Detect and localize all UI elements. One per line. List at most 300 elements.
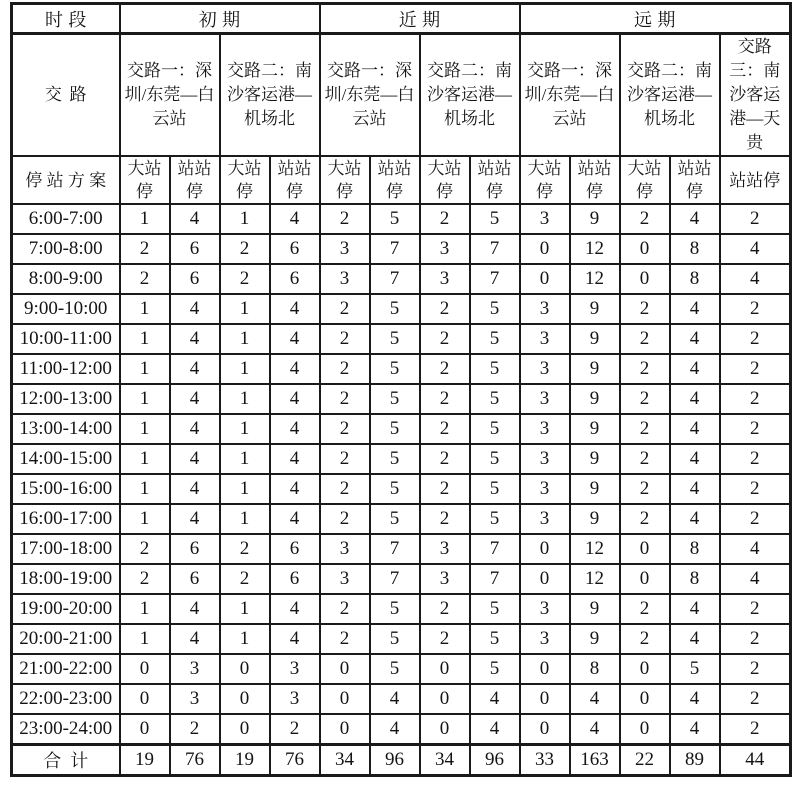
value-cell: 0: [320, 714, 370, 744]
value-cell: 9: [570, 504, 620, 534]
value-cell: 2: [420, 444, 470, 474]
stop-plan-header: 大站停: [420, 156, 470, 204]
value-cell: 4: [170, 474, 220, 504]
value-cell: 2: [320, 444, 370, 474]
value-cell: 1: [220, 414, 270, 444]
value-cell: 3: [520, 294, 570, 324]
table-row: [12, 564, 791, 594]
value-cell: 12: [570, 534, 620, 564]
table-row: [12, 624, 791, 654]
value-cell: 1: [220, 594, 270, 624]
value-cell: 2: [620, 414, 670, 444]
value-cell: 4: [670, 384, 720, 414]
value-cell: 3: [520, 204, 570, 234]
value-cell: 0: [120, 714, 170, 744]
stop-plan-header: 大站停: [620, 156, 670, 204]
value-cell: 9: [570, 294, 620, 324]
value-cell: 2: [620, 384, 670, 414]
value-cell: 1: [120, 414, 170, 444]
value-cell: 4: [670, 504, 720, 534]
value-cell: 4: [270, 414, 320, 444]
value-cell: 0: [520, 534, 570, 564]
value-cell: 5: [470, 204, 520, 234]
value-cell: 4: [170, 324, 220, 354]
time-cell: 19:00-20:00: [12, 594, 120, 624]
value-cell: 1: [220, 624, 270, 654]
value-cell: 9: [570, 624, 620, 654]
value-cell: 4: [270, 294, 320, 324]
value-cell: 4: [170, 594, 220, 624]
value-cell: 5: [670, 654, 720, 684]
value-cell: 2: [320, 624, 370, 654]
value-cell: 3: [320, 264, 370, 294]
total-value-cell: 19: [220, 744, 270, 775]
value-cell: 2: [720, 474, 791, 504]
value-cell: 7: [470, 234, 520, 264]
route-header-far-3: 交路三：南沙客运港—天贵: [720, 34, 791, 157]
stop-plan-header: 站站停: [670, 156, 720, 204]
value-cell: 2: [720, 444, 791, 474]
value-cell: 2: [720, 714, 791, 744]
value-cell: 5: [370, 324, 420, 354]
value-cell: 4: [570, 714, 620, 744]
value-cell: 0: [420, 684, 470, 714]
value-cell: 2: [320, 414, 370, 444]
value-cell: 2: [620, 474, 670, 504]
value-cell: 2: [420, 414, 470, 444]
value-cell: 4: [170, 414, 220, 444]
time-cell: 6:00-7:00: [12, 204, 120, 234]
stop-plan-header-row: [12, 156, 791, 204]
value-cell: 4: [270, 594, 320, 624]
value-cell: 8: [670, 564, 720, 594]
value-cell: 4: [670, 624, 720, 654]
table-row: [12, 414, 791, 444]
stop-plan-header: 站站停: [720, 156, 791, 204]
total-value-cell: 96: [470, 744, 520, 775]
value-cell: 12: [570, 264, 620, 294]
value-cell: 1: [220, 444, 270, 474]
table-row: [12, 234, 791, 264]
value-cell: 2: [420, 624, 470, 654]
header-stop-plan-label: 停站方案: [12, 156, 120, 204]
value-cell: 3: [270, 654, 320, 684]
time-cell: 14:00-15:00: [12, 444, 120, 474]
value-cell: 0: [520, 564, 570, 594]
header-route-label: 交路: [12, 34, 120, 157]
value-cell: 2: [320, 294, 370, 324]
value-cell: 5: [470, 624, 520, 654]
value-cell: 2: [420, 384, 470, 414]
value-cell: 0: [220, 684, 270, 714]
value-cell: 2: [320, 204, 370, 234]
value-cell: 2: [720, 414, 791, 444]
time-cell: 16:00-17:00: [12, 504, 120, 534]
value-cell: 5: [470, 414, 520, 444]
value-cell: 4: [170, 204, 220, 234]
total-value-cell: 76: [270, 744, 320, 775]
value-cell: 4: [720, 534, 791, 564]
value-cell: 4: [170, 504, 220, 534]
table-row: [12, 264, 791, 294]
value-cell: 2: [320, 474, 370, 504]
value-cell: 7: [370, 564, 420, 594]
value-cell: 3: [420, 564, 470, 594]
phase-header-initial: 初期: [120, 4, 320, 34]
value-cell: 2: [720, 624, 791, 654]
value-cell: 0: [520, 654, 570, 684]
value-cell: 4: [370, 714, 420, 744]
time-cell: 12:00-13:00: [12, 384, 120, 414]
value-cell: 2: [720, 384, 791, 414]
value-cell: 3: [420, 264, 470, 294]
value-cell: 4: [670, 414, 720, 444]
value-cell: 2: [220, 234, 270, 264]
value-cell: 4: [670, 354, 720, 384]
value-cell: 3: [520, 354, 570, 384]
value-cell: 1: [220, 354, 270, 384]
value-cell: 3: [520, 384, 570, 414]
value-cell: 3: [520, 624, 570, 654]
value-cell: 2: [620, 624, 670, 654]
value-cell: 2: [320, 354, 370, 384]
value-cell: 2: [420, 204, 470, 234]
value-cell: 2: [620, 354, 670, 384]
value-cell: 9: [570, 594, 620, 624]
time-cell: 7:00-8:00: [12, 234, 120, 264]
value-cell: 2: [420, 294, 470, 324]
value-cell: 4: [570, 684, 620, 714]
value-cell: 0: [220, 714, 270, 744]
value-cell: 1: [220, 324, 270, 354]
value-cell: 9: [570, 204, 620, 234]
value-cell: 0: [320, 684, 370, 714]
value-cell: 2: [420, 474, 470, 504]
time-cell: 13:00-14:00: [12, 414, 120, 444]
value-cell: 2: [220, 564, 270, 594]
value-cell: 9: [570, 354, 620, 384]
value-cell: 2: [120, 534, 170, 564]
value-cell: 5: [370, 624, 420, 654]
route-header-initial-1: 交路一：深圳/东莞—白云站: [120, 34, 220, 157]
time-cell: 18:00-19:00: [12, 564, 120, 594]
value-cell: 2: [420, 594, 470, 624]
value-cell: 1: [220, 384, 270, 414]
value-cell: 4: [670, 294, 720, 324]
value-cell: 4: [270, 474, 320, 504]
total-value-cell: 44: [720, 744, 791, 775]
value-cell: 2: [420, 324, 470, 354]
value-cell: 4: [170, 294, 220, 324]
value-cell: 5: [470, 504, 520, 534]
route-header-far-2: 交路二：南沙客运港—机场北: [620, 34, 720, 157]
value-cell: 0: [620, 234, 670, 264]
total-value-cell: 34: [320, 744, 370, 775]
route-header-near-1: 交路一：深圳/东莞—白云站: [320, 34, 420, 157]
stop-plan-header: 大站停: [520, 156, 570, 204]
value-cell: 5: [370, 474, 420, 504]
value-cell: 2: [120, 564, 170, 594]
value-cell: 3: [520, 444, 570, 474]
value-cell: 5: [370, 444, 420, 474]
value-cell: 4: [670, 204, 720, 234]
value-cell: 1: [120, 324, 170, 354]
value-cell: 12: [570, 234, 620, 264]
value-cell: 1: [120, 504, 170, 534]
value-cell: 2: [270, 714, 320, 744]
value-cell: 2: [320, 594, 370, 624]
value-cell: 1: [220, 294, 270, 324]
value-cell: 0: [420, 654, 470, 684]
value-cell: 7: [370, 264, 420, 294]
value-cell: 4: [670, 474, 720, 504]
table-row: [12, 204, 791, 234]
value-cell: 7: [470, 534, 520, 564]
value-cell: 2: [320, 384, 370, 414]
value-cell: 4: [170, 384, 220, 414]
value-cell: 8: [670, 534, 720, 564]
table-row: [12, 714, 791, 744]
value-cell: 5: [470, 654, 520, 684]
value-cell: 0: [620, 564, 670, 594]
value-cell: 0: [120, 684, 170, 714]
table-row: [12, 474, 791, 504]
value-cell: 5: [370, 384, 420, 414]
time-cell: 20:00-21:00: [12, 624, 120, 654]
total-value-cell: 89: [670, 744, 720, 775]
stop-plan-header: 站站停: [470, 156, 520, 204]
value-cell: 7: [470, 264, 520, 294]
table-row: [12, 324, 791, 354]
time-cell: 9:00-10:00: [12, 294, 120, 324]
value-cell: 4: [270, 324, 320, 354]
value-cell: 6: [270, 534, 320, 564]
value-cell: 4: [470, 714, 520, 744]
value-cell: 4: [720, 234, 791, 264]
value-cell: 1: [120, 474, 170, 504]
header-period-label: 时段: [12, 4, 120, 34]
time-cell: 17:00-18:00: [12, 534, 120, 564]
time-cell: 15:00-16:00: [12, 474, 120, 504]
value-cell: 6: [270, 264, 320, 294]
value-cell: 6: [170, 564, 220, 594]
stop-plan-header: 大站停: [220, 156, 270, 204]
value-cell: 0: [620, 714, 670, 744]
value-cell: 1: [120, 294, 170, 324]
time-cell: 23:00-24:00: [12, 714, 120, 744]
value-cell: 4: [270, 384, 320, 414]
value-cell: 1: [120, 384, 170, 414]
value-cell: 2: [720, 354, 791, 384]
value-cell: 7: [470, 564, 520, 594]
value-cell: 4: [270, 444, 320, 474]
value-cell: 2: [620, 294, 670, 324]
value-cell: 9: [570, 384, 620, 414]
value-cell: 1: [120, 444, 170, 474]
total-row: [12, 744, 791, 775]
time-cell: 21:00-22:00: [12, 654, 120, 684]
value-cell: 6: [270, 234, 320, 264]
value-cell: 4: [670, 684, 720, 714]
value-cell: 2: [720, 294, 791, 324]
table-row: [12, 594, 791, 624]
value-cell: 5: [370, 654, 420, 684]
total-value-cell: 22: [620, 744, 670, 775]
value-cell: 4: [670, 324, 720, 354]
value-cell: 2: [120, 264, 170, 294]
value-cell: 2: [620, 324, 670, 354]
value-cell: 8: [570, 654, 620, 684]
value-cell: 2: [170, 714, 220, 744]
value-cell: 1: [120, 204, 170, 234]
value-cell: 4: [170, 444, 220, 474]
phase-header-row: [12, 4, 791, 34]
value-cell: 4: [270, 624, 320, 654]
phase-header-far: 远期: [520, 4, 791, 34]
route-header-far-1: 交路一：深圳/东莞—白云站: [520, 34, 620, 157]
time-cell: 22:00-23:00: [12, 684, 120, 714]
value-cell: 2: [720, 324, 791, 354]
value-cell: 0: [620, 684, 670, 714]
value-cell: 3: [320, 564, 370, 594]
value-cell: 7: [370, 234, 420, 264]
value-cell: 0: [620, 264, 670, 294]
value-cell: 3: [420, 234, 470, 264]
phase-header-near: 近期: [320, 4, 520, 34]
value-cell: 1: [120, 624, 170, 654]
value-cell: 2: [620, 594, 670, 624]
value-cell: 6: [270, 564, 320, 594]
value-cell: 4: [270, 204, 320, 234]
value-cell: 5: [470, 474, 520, 504]
total-value-cell: 34: [420, 744, 470, 775]
value-cell: 4: [470, 684, 520, 714]
value-cell: 3: [170, 684, 220, 714]
stop-plan-header: 大站停: [320, 156, 370, 204]
route-header-near-2: 交路二：南沙客运港—机场北: [420, 34, 520, 157]
table-row: [12, 684, 791, 714]
table-row: [12, 294, 791, 324]
table-row: [12, 444, 791, 474]
value-cell: 0: [520, 714, 570, 744]
value-cell: 4: [670, 444, 720, 474]
total-label-cell: 合计: [12, 744, 120, 775]
value-cell: 0: [520, 234, 570, 264]
value-cell: 9: [570, 474, 620, 504]
value-cell: 8: [670, 264, 720, 294]
value-cell: 2: [220, 264, 270, 294]
value-cell: 2: [120, 234, 170, 264]
table-row: [12, 534, 791, 564]
stop-plan-header: 大站停: [120, 156, 170, 204]
value-cell: 2: [320, 504, 370, 534]
value-cell: 4: [670, 594, 720, 624]
value-cell: 4: [720, 564, 791, 594]
value-cell: 0: [520, 684, 570, 714]
value-cell: 0: [420, 714, 470, 744]
value-cell: 4: [670, 714, 720, 744]
value-cell: 2: [620, 444, 670, 474]
value-cell: 3: [520, 414, 570, 444]
train-operation-plan-table: [10, 2, 792, 777]
value-cell: 3: [170, 654, 220, 684]
value-cell: 3: [520, 474, 570, 504]
total-value-cell: 19: [120, 744, 170, 775]
value-cell: 2: [720, 594, 791, 624]
value-cell: 5: [370, 354, 420, 384]
time-cell: 8:00-9:00: [12, 264, 120, 294]
value-cell: 5: [370, 294, 420, 324]
total-value-cell: 76: [170, 744, 220, 775]
value-cell: 5: [470, 294, 520, 324]
value-cell: 6: [170, 264, 220, 294]
value-cell: 1: [120, 354, 170, 384]
route-header-row: [12, 34, 791, 157]
value-cell: 2: [620, 504, 670, 534]
value-cell: 12: [570, 564, 620, 594]
stop-plan-header: 站站停: [270, 156, 320, 204]
time-cell: 11:00-12:00: [12, 354, 120, 384]
value-cell: 4: [720, 264, 791, 294]
value-cell: 5: [370, 594, 420, 624]
value-cell: 0: [620, 534, 670, 564]
value-cell: 4: [270, 354, 320, 384]
value-cell: 5: [370, 504, 420, 534]
value-cell: 5: [470, 444, 520, 474]
value-cell: 5: [370, 204, 420, 234]
value-cell: 0: [220, 654, 270, 684]
value-cell: 1: [220, 504, 270, 534]
value-cell: 2: [720, 654, 791, 684]
value-cell: 4: [270, 504, 320, 534]
value-cell: 5: [470, 384, 520, 414]
stop-plan-header: 站站停: [570, 156, 620, 204]
value-cell: 4: [170, 624, 220, 654]
value-cell: 0: [120, 654, 170, 684]
value-cell: 3: [520, 504, 570, 534]
total-value-cell: 163: [570, 744, 620, 775]
value-cell: 3: [320, 234, 370, 264]
stop-plan-header: 站站停: [370, 156, 420, 204]
value-cell: 5: [370, 414, 420, 444]
table-row: [12, 654, 791, 684]
value-cell: 0: [520, 264, 570, 294]
table-row: [12, 504, 791, 534]
value-cell: 3: [520, 594, 570, 624]
value-cell: 6: [170, 234, 220, 264]
route-header-initial-2: 交路二：南沙客运港—机场北: [220, 34, 320, 157]
value-cell: 9: [570, 444, 620, 474]
value-cell: 3: [420, 534, 470, 564]
value-cell: 3: [270, 684, 320, 714]
value-cell: 2: [620, 204, 670, 234]
value-cell: 4: [170, 354, 220, 384]
value-cell: 5: [470, 324, 520, 354]
time-cell: 10:00-11:00: [12, 324, 120, 354]
value-cell: 2: [420, 354, 470, 384]
value-cell: 9: [570, 414, 620, 444]
schedule-body: [12, 204, 791, 775]
value-cell: 0: [320, 654, 370, 684]
value-cell: 7: [370, 534, 420, 564]
value-cell: 2: [720, 504, 791, 534]
table-row: [12, 354, 791, 384]
total-value-cell: 33: [520, 744, 570, 775]
value-cell: 2: [220, 534, 270, 564]
value-cell: 1: [120, 594, 170, 624]
value-cell: 5: [470, 594, 520, 624]
value-cell: 1: [220, 204, 270, 234]
